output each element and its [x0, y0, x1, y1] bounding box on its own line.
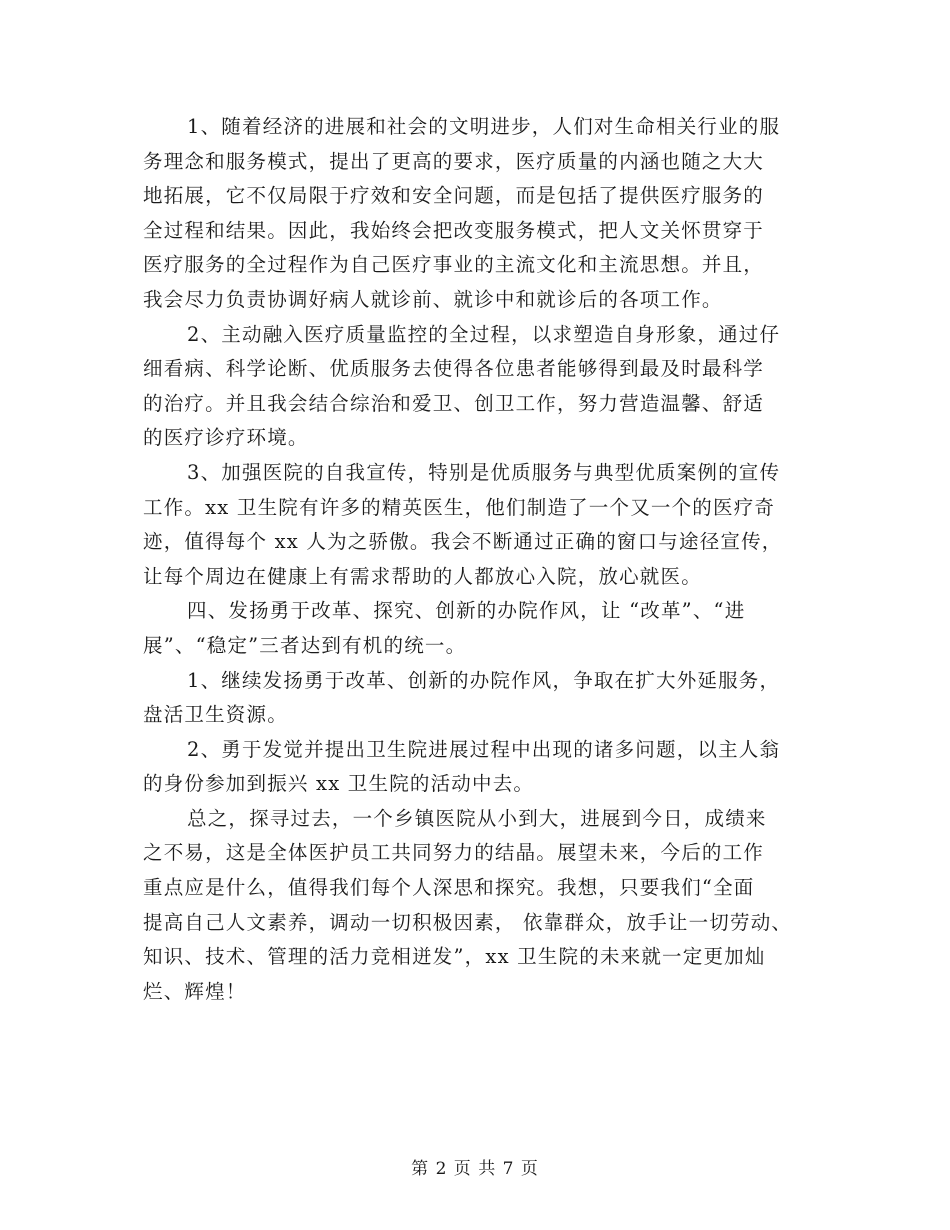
paragraph-line: 烂、辉煌！: [143, 979, 247, 1003]
paragraph-line: 总之，探寻过去，一个乡镇医院从小到大，进展到今日，成绩来: [187, 806, 767, 830]
paragraph-line: 细看病、科学论断、优质服务去使得各位患者能够得到最及时最科学: [143, 357, 765, 381]
paragraph-line: 3、加强医院的自我宣传，特别是优质服务与典型优质案例的宣传: [187, 460, 781, 484]
paragraph-line: 迹，值得每个 xx 人为之骄傲。我会不断通过正确的窗口与途径宣传，: [143, 530, 783, 554]
document-body: [143, 110, 833, 1009]
paragraph-line: 之不易，这是全体医护员工共同努力的结晶。展望未来，今后的工作: [143, 841, 765, 865]
paragraph-line: 四、发扬勇于改革、探究、创新的办院作风，让 “改革”、“进: [187, 599, 746, 623]
paragraph-line: 知识、技术、管理的活力竞相迸发”，xx 卫生院的未来就一定更加灿: [143, 945, 766, 969]
paragraph-self-promotion: [143, 456, 833, 594]
section-heading-four: [143, 594, 833, 663]
paragraph-line: 2、主动融入医疗质量监控的全过程，以求塑造自身形象，通过仔: [187, 322, 781, 346]
paragraph-line: 全过程和结果。因此，我始终会把改变服务模式，把人文关怀贯穿于: [143, 218, 765, 242]
paragraph-line: 工作。xx 卫生院有许多的精英医生，他们制造了一个又一个的医疗奇: [143, 495, 776, 519]
paragraph-line: 1、随着经济的进展和社会的文明进步，人们对生命相关行业的服: [187, 115, 781, 138]
paragraph-line: 提高自己人文素养，调动一切积极因素， 依靠群众，放手让一切劳动、: [143, 910, 793, 934]
paragraph-conclusion: [143, 802, 833, 1010]
paragraph-quality-monitoring: [143, 318, 833, 456]
paragraph-service-model: [143, 110, 833, 318]
paragraph-line: 我会尽力负责协调好病人就诊前、就诊中和就诊后的各项工作。: [143, 287, 723, 311]
paragraph-line: 医疗服务的全过程作为自己医疗事业的主流文化和主流思想。并且，: [143, 253, 765, 277]
paragraph-line: 的治疗。并且我会结合综治和爱卫、创卫工作，努力营造温馨、舒适: [143, 391, 765, 415]
paragraph-line: 让每个周边在健康上有需求帮助的人都放心入院，放心就医。: [143, 564, 702, 588]
paragraph-line: 盘活卫生资源。: [143, 703, 288, 727]
paragraph-line: 重点应是什么，值得我们每个人深思和探究。我想，只要我们“全面: [143, 876, 755, 900]
paragraph-reform-style: [143, 664, 833, 733]
paragraph-line: 展”、“稳定”三者达到有机的统一。: [143, 633, 467, 657]
paragraph-line: 地拓展，它不仅局限于疗效和安全问题，而是包括了提供医疗服务的: [143, 184, 765, 208]
paragraph-line: 务理念和服务模式，提出了更高的要求，医疗质量的内涵也随之大大: [143, 149, 765, 173]
paragraph-identify-problems: [143, 733, 833, 802]
paragraph-line: 的医疗诊疗环境。: [143, 426, 309, 450]
paragraph-line: 的身份参加到振兴 xx 卫生院的活动中去。: [143, 772, 535, 796]
paragraph-line: 1、继续发扬勇于改革、创新的办院作风，争取在扩大外延服务，: [187, 668, 781, 692]
paragraph-line: 2、勇于发觉并提出卫生院进展过程中出现的诸多问题，以主人翁: [187, 737, 781, 761]
page-number-footer: 第 2 页 共 7 页: [411, 1159, 539, 1179]
